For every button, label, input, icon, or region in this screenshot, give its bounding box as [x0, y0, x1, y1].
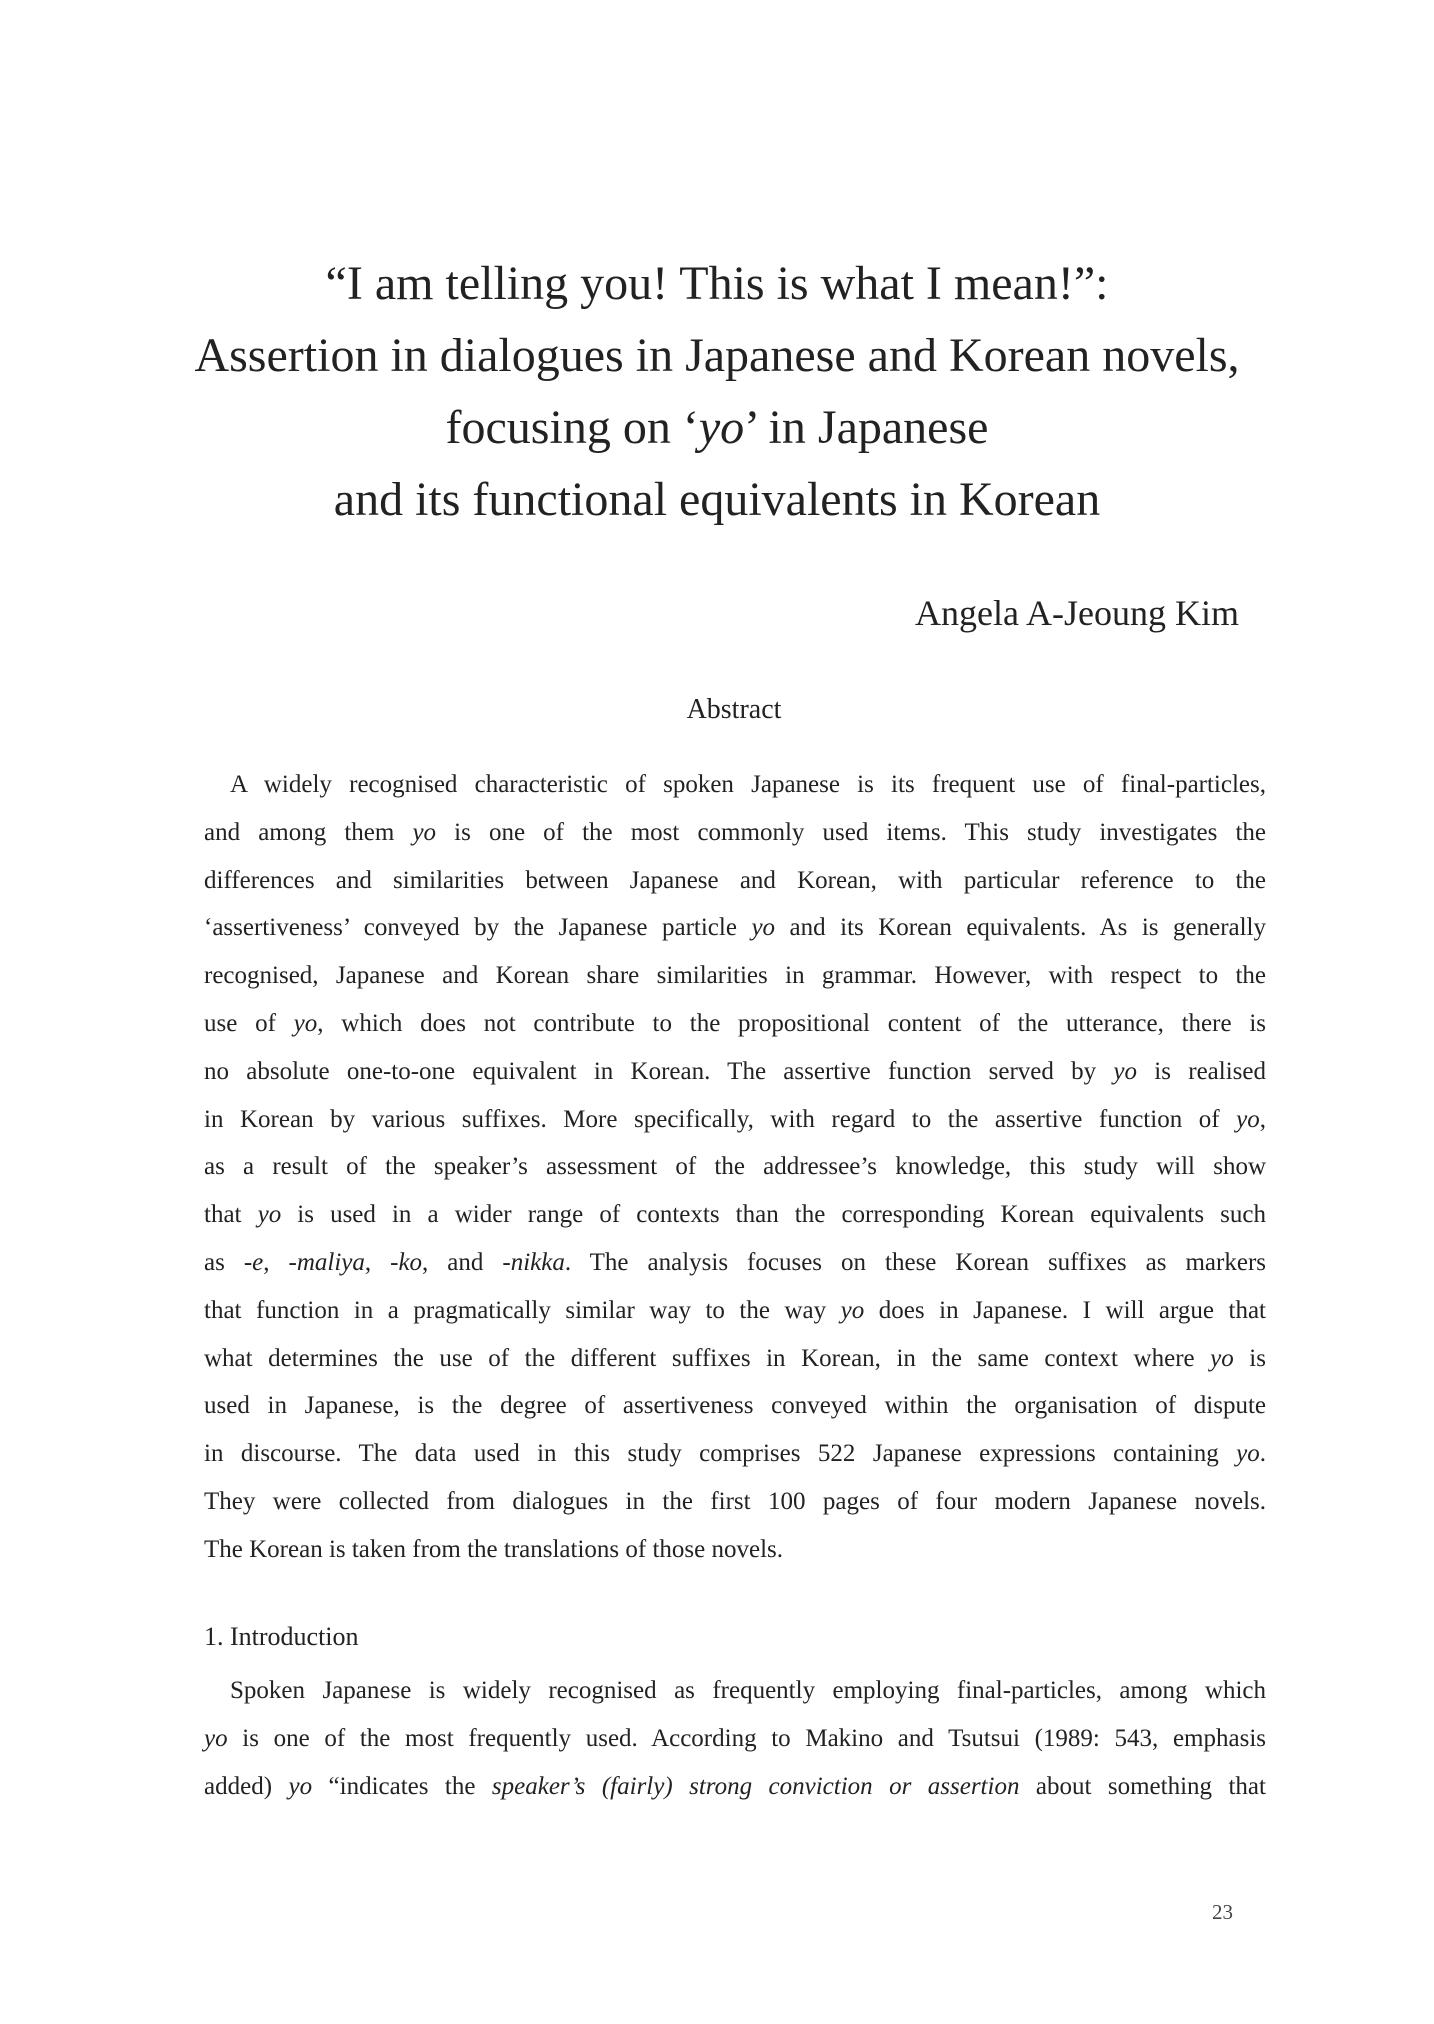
text-line — [204, 857, 1266, 905]
italic-term: -e — [243, 1248, 264, 1276]
text-segment: and among them — [204, 818, 413, 846]
text-segment: in discourse. The data used in this study comprises 522 Japanese expressions containing — [204, 1440, 1237, 1468]
text-segment: differences and similarities between Japanese and Korean, with particular reference to the — [204, 866, 1266, 894]
text-line — [204, 1048, 1266, 1096]
text-segment: no absolute one-to-one equivalent in Korean. The assertive function served by — [204, 1057, 1114, 1085]
text-line — [204, 1287, 1266, 1335]
text-segment: Spoken Japanese is widely recognised as frequently employing final-particles, among which — [230, 1677, 1266, 1704]
text-segment: and its Korean equivalents. As is generally — [775, 914, 1267, 942]
title-line-part: ’ in Japanese — [744, 401, 989, 454]
italic-term: yo — [288, 1772, 313, 1800]
italic-term: yo — [1210, 1344, 1234, 1372]
text-line — [204, 1239, 1266, 1287]
text-segment: in Korean by various suffixes. More specifically, with regard to the assertive function of — [204, 1105, 1237, 1133]
text-line — [204, 1096, 1266, 1144]
italic-term: yo — [1236, 1105, 1260, 1133]
italic-term: yo — [1113, 1057, 1138, 1085]
text-line — [204, 1763, 1266, 1811]
text-line — [204, 1715, 1266, 1763]
text-line — [204, 809, 1266, 857]
page-number: 23 — [1212, 1900, 1233, 1924]
text-segment: is used in a wider range of contexts than the corresponding Korean equivalents such — [281, 1201, 1266, 1229]
text-segment: A widely recognised characteristic of spoken Japanese is its frequent use of final-particles, — [230, 771, 1266, 798]
text-segment: recognised, Japanese and Korean share similarities in grammar. However, with respect to the — [204, 962, 1266, 990]
text-segment: is one of the most commonly used items. This study investigates the — [436, 818, 1266, 846]
text-segment: is realised — [1137, 1057, 1266, 1085]
italic-term: -maliya — [288, 1248, 365, 1276]
text-line — [204, 1143, 1266, 1191]
text-segment: , — [263, 1248, 289, 1276]
text-line — [204, 1335, 1266, 1383]
italic-term: yo — [840, 1296, 865, 1324]
introduction-body — [204, 1667, 1266, 1810]
italic-term: yo — [1236, 1440, 1260, 1468]
text-segment: used in Japanese, is the degree of assertiveness conveyed within the organisation of dispute — [204, 1392, 1266, 1420]
italic-term: yo — [204, 1724, 228, 1752]
text-segment: , and — [422, 1248, 503, 1276]
text-segment: , which does not contribute to the propositional content of the utterance, there is — [317, 1009, 1266, 1037]
text-segment: that function in a pragmatically similar way to the way — [204, 1296, 841, 1324]
text-line — [204, 1526, 1266, 1574]
italic-term: yo — [412, 818, 437, 846]
text-line — [204, 1191, 1266, 1239]
text-segment: The Korean is taken from the translations of those novels. — [204, 1535, 784, 1563]
text-segment: , — [364, 1248, 391, 1276]
abstract-heading: Abstract — [686, 694, 782, 725]
title-line: Assertion in dialogues in Japanese and Korean novels, — [194, 329, 1240, 382]
text-segment: , — [1259, 1105, 1266, 1133]
text-line — [204, 761, 1266, 809]
title-italic: yo — [698, 401, 745, 454]
text-segment: . — [1259, 1440, 1266, 1468]
text-line — [204, 1000, 1266, 1048]
text-line — [204, 904, 1266, 952]
text-segment: as — [204, 1248, 244, 1276]
text-line — [204, 1667, 1266, 1715]
italic-term: speaker’s (fairly) strong conviction or assertion — [491, 1772, 1020, 1800]
text-segment: “indicates the — [312, 1772, 492, 1800]
text-line — [204, 1430, 1266, 1478]
paper-title — [0, 248, 1434, 536]
italic-term: -nikka — [502, 1248, 565, 1276]
title-line-part: focusing on ‘ — [445, 401, 699, 454]
text-segment: what determines the use of the different suffixes in Korean, in the same context where — [204, 1344, 1211, 1372]
title-line — [0, 392, 1434, 464]
text-segment: as a result of the speaker’s assessment of the addressee’s knowledge, this study will show — [204, 1153, 1266, 1181]
text-segment: that — [204, 1201, 258, 1229]
text-segment: added) — [204, 1772, 289, 1800]
text-segment: They were collected from dialogues in the first 100 pages of four modern Japanese novels. — [204, 1487, 1266, 1515]
text-segment: ‘assertiveness’ conveyed by the Japanese particle — [204, 914, 752, 942]
text-segment: use of — [204, 1009, 294, 1037]
title-line: and its functional equivalents in Korean — [333, 473, 1101, 526]
abstract-body — [204, 761, 1266, 1574]
text-segment: is one of the most frequently used. According to Makino and Tsutsui (1989: 543, emphasis — [227, 1724, 1266, 1752]
text-segment: is — [1233, 1344, 1266, 1372]
italic-term: yo — [293, 1009, 318, 1037]
italic-term: yo — [751, 914, 776, 942]
section-heading-introduction: 1. Introduction — [204, 1622, 359, 1651]
title-line: “I am telling you! This is what I mean!”: — [325, 257, 1109, 310]
text-line — [204, 1478, 1266, 1526]
text-segment: about something that — [1019, 1772, 1266, 1800]
text-line — [204, 1382, 1266, 1430]
text-segment: . The analysis focuses on these Korean suffixes as markers — [564, 1248, 1266, 1276]
italic-term: -ko — [390, 1248, 423, 1276]
text-line — [204, 952, 1266, 1000]
author-name: Angela A-Jeoung Kim — [915, 593, 1239, 633]
text-segment: does in Japanese. I will argue that — [864, 1296, 1266, 1324]
italic-term: yo — [257, 1201, 282, 1229]
